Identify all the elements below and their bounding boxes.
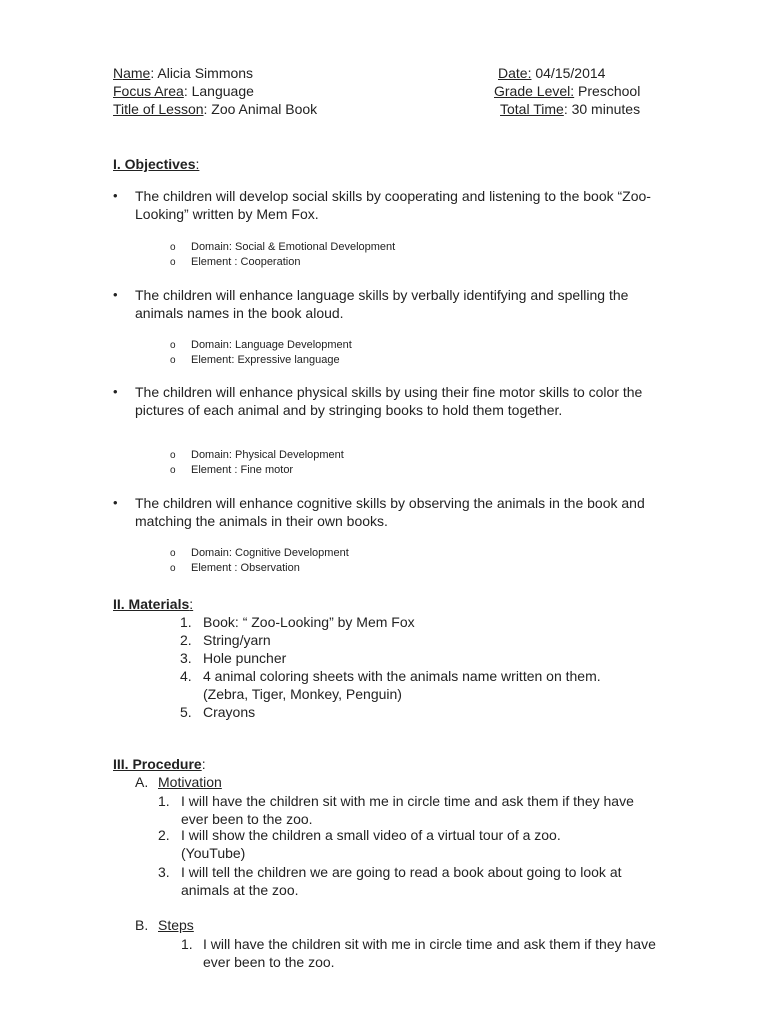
materials-item-5-text: Crayons (203, 704, 256, 720)
sub-bullet-icon: o (170, 340, 176, 351)
objective-3-text: The children will enhance physical skills by using their fine motor skills to color the pictures of each animal and by stringing books to hold them together. (135, 384, 643, 418)
focus-area-line (113, 82, 254, 100)
bullet-icon: • (113, 287, 118, 302)
motivation-subheading (135, 773, 222, 791)
objective-3-element (170, 463, 293, 478)
name-value: : Alicia Simmons (150, 65, 254, 81)
objective-4-domain (170, 546, 349, 561)
focus-area-value: : Language (183, 83, 254, 99)
motivation-item-3-text: I will tell the children we are going to read a book about going to look at animals at the zoo. (181, 864, 622, 898)
motivation-label: Motivation (158, 774, 222, 790)
grade-level-label: Grade Level: (494, 83, 575, 99)
objective-3-domain (170, 448, 344, 463)
name-label: Name (113, 65, 151, 81)
objective-1-domain-text: Domain: Social & Emotional Development (191, 241, 396, 253)
total-time-value: : 30 minutes (563, 101, 641, 117)
name-line (113, 64, 253, 82)
sub-bullet-icon: o (170, 450, 176, 461)
sub-bullet-icon: o (170, 563, 176, 574)
objectives-heading-colon: : (195, 156, 200, 172)
grade-level-value: Preschool (574, 83, 641, 99)
materials-item-1-text: Book: “ Zoo-Looking” by Mem Fox (203, 614, 415, 630)
materials-item-5 (180, 703, 255, 721)
objective-2-domain (170, 338, 352, 353)
objective-2-text: The children will enhance language skills by verbally identifying and spelling the animals names in the book aloud. (135, 287, 629, 321)
date-label: Date: (498, 65, 532, 81)
grade-level-line (494, 82, 640, 100)
materials-item-3-text: Hole puncher (203, 650, 287, 666)
materials-heading (113, 595, 193, 613)
procedure-heading (113, 755, 206, 773)
objective-4-element-text: Element : Observation (191, 562, 300, 574)
objective-1-text: The children will develop social skills by cooperating and listening to the book “Zoo-Looking” written by Mem Fox. (135, 188, 651, 222)
lesson-title-value: : Zoo Animal Book (203, 101, 318, 117)
motivation-letter: A. (135, 774, 149, 790)
motivation-item-2-text: I will show the children a small video of a virtual tour of a zoo. (YouTube) (181, 827, 561, 861)
list-number: 3. (180, 650, 192, 666)
objective-3-domain-text: Domain: Physical Development (191, 449, 344, 461)
materials-item-4-text: 4 animal coloring sheets with the animals name written on them. (Zebra, Tiger, Monkey, Penguin) (203, 668, 601, 702)
objective-1-domain (170, 240, 395, 255)
objective-3-element-text: Element : Fine motor (191, 464, 294, 476)
materials-item-2-text: String/yarn (203, 632, 271, 648)
lesson-title-line (113, 100, 317, 118)
sub-bullet-icon: o (170, 257, 176, 268)
objective-1-element (170, 255, 300, 270)
materials-item-3 (180, 649, 286, 667)
bullet-icon: • (113, 495, 118, 510)
materials-item-1 (180, 613, 415, 631)
materials-heading-text: II. Materials (113, 596, 190, 612)
materials-heading-colon: : (189, 596, 194, 612)
motivation-item-2-number: 2. (158, 827, 170, 843)
list-number: 1. (180, 614, 192, 630)
steps-subheading (135, 916, 194, 934)
motivation-item-1-number: 1. (158, 793, 170, 809)
objectives-heading-text: I. Objectives (113, 156, 196, 172)
motivation-item-3-number: 3. (158, 864, 170, 880)
steps-item-1-text: I will have the children sit with me in circle time and ask them if they have ever been to the zoo. (203, 936, 656, 970)
procedure-heading-text: III. Procedure (113, 756, 202, 772)
procedure-heading-colon: : (201, 756, 206, 772)
steps-label: Steps (158, 917, 194, 933)
sub-bullet-icon: o (170, 355, 176, 366)
objectives-heading (113, 155, 199, 173)
bullet-icon: • (113, 384, 118, 399)
steps-item-1-number: 1. (181, 936, 193, 952)
focus-area-label: Focus Area (113, 83, 184, 99)
objective-1-element-text: Element : Cooperation (191, 256, 301, 268)
objective-4-text: The children will enhance cognitive skills by observing the animals in the book and matching the animals in their own books. (135, 495, 645, 529)
total-time-label: Total Time (500, 101, 564, 117)
list-number: 5. (180, 704, 192, 720)
objective-2-element-text: Element: Expressive language (191, 354, 340, 366)
date-value: 04/15/2014 (531, 65, 606, 81)
list-number: 2. (180, 632, 192, 648)
sub-bullet-icon: o (170, 242, 176, 253)
motivation-item-1-text: I will have the children sit with me in circle time and ask them if they have ever been to the zoo. (181, 793, 634, 827)
objective-4-domain-text: Domain: Cognitive Development (191, 547, 349, 559)
sub-bullet-icon: o (170, 465, 176, 476)
objective-2-element (170, 353, 340, 368)
lesson-title-label: Title of Lesson (113, 101, 204, 117)
materials-item-2 (180, 631, 271, 649)
objective-2-domain-text: Domain: Language Development (191, 339, 352, 351)
bullet-icon: • (113, 188, 118, 203)
objective-4-element (170, 561, 300, 576)
total-time-line (500, 100, 640, 118)
steps-letter: B. (135, 917, 149, 933)
materials-item-4-number: 4. (180, 668, 192, 684)
sub-bullet-icon: o (170, 548, 176, 559)
date-line (498, 64, 605, 82)
